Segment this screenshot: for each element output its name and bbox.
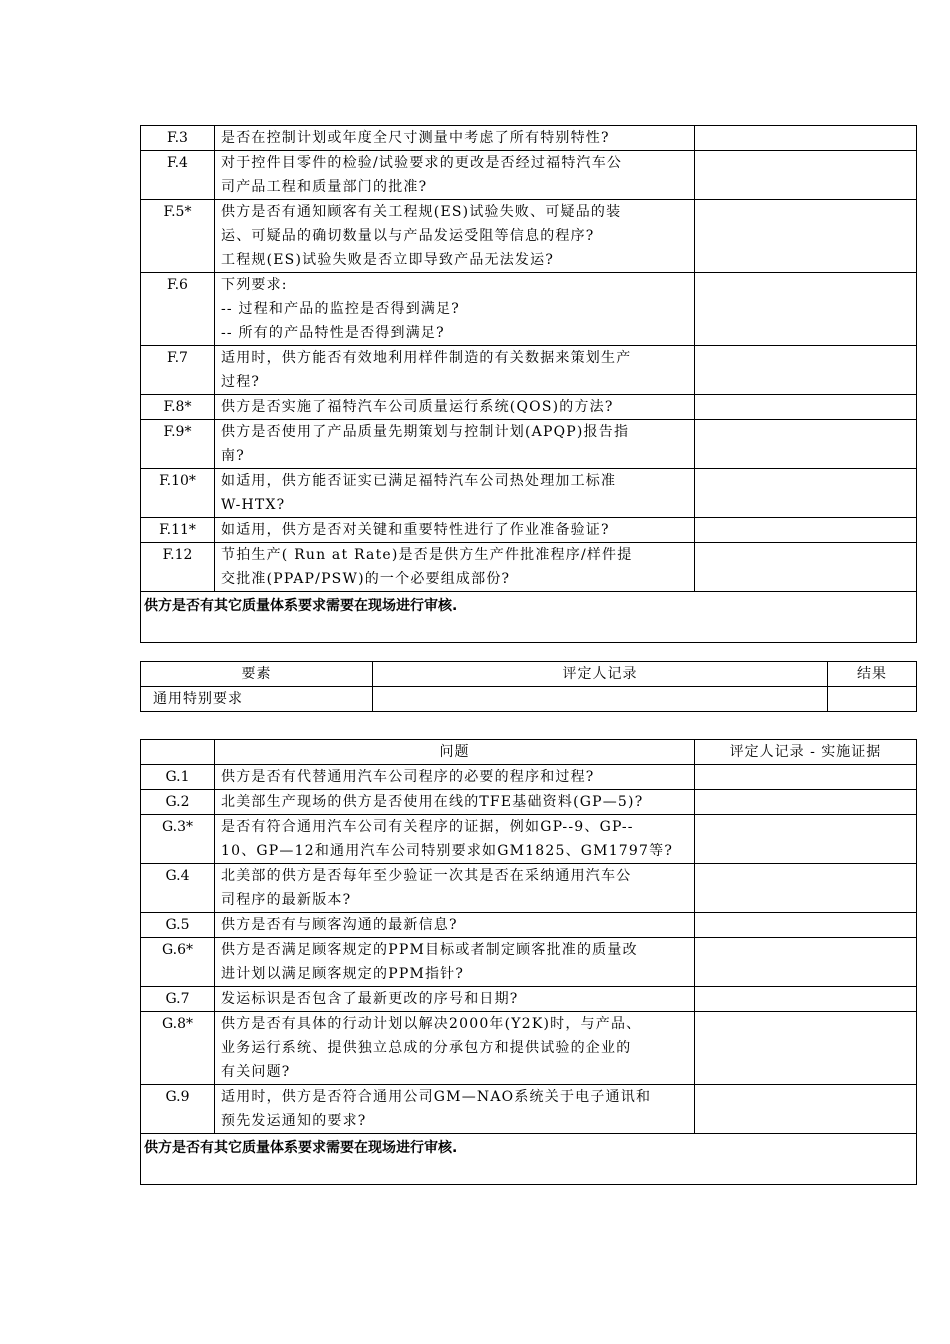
question-text [215, 200, 695, 273]
table-row [141, 790, 917, 815]
question-line: 适用时，供方能否有效地利用样件制造的有关数据来策划生产 [221, 350, 632, 366]
assessor-record-cell[interactable] [695, 469, 917, 518]
element-header-row [141, 662, 917, 687]
question-text [215, 469, 695, 518]
question-line: 运、可疑品的确切数量以与产品发运受阻等信息的程序? [221, 228, 595, 244]
assessor-record-cell[interactable] [695, 543, 917, 592]
question-line: 10、GP—12和通用汽车公司特别要求如GM1825、GM1797等? [221, 843, 674, 859]
assessor-record-cell[interactable] [695, 938, 917, 987]
question-line: 南? [221, 448, 245, 464]
assessor-record-cell[interactable] [695, 987, 917, 1012]
item-id: F.6 [141, 273, 215, 346]
element-result-cell[interactable] [828, 687, 917, 712]
question-text [215, 765, 695, 790]
item-id: F.7 [141, 346, 215, 395]
question-text [215, 913, 695, 938]
element-header: 要素 [141, 662, 373, 687]
section-f-table [140, 125, 917, 643]
table-row [141, 346, 917, 395]
question-text [215, 346, 695, 395]
item-id: G.5 [141, 913, 215, 938]
assessor-record-cell[interactable] [695, 765, 917, 790]
question-text [215, 1012, 695, 1085]
g-id-header [141, 740, 215, 765]
table-row [141, 420, 917, 469]
table-row [141, 395, 917, 420]
question-line: 预先发运通知的要求? [221, 1113, 367, 1129]
question-line: 对于控件目零件的检验/试验要求的更改是否经过福特汽车公 [221, 155, 623, 171]
item-id: G.1 [141, 765, 215, 790]
item-id: F.12 [141, 543, 215, 592]
question-text [215, 987, 695, 1012]
element-row [141, 687, 917, 712]
table-row [141, 864, 917, 913]
question-line: -- 过程和产品的监控是否得到满足? [221, 301, 461, 317]
item-id: F.4 [141, 151, 215, 200]
table-row [141, 938, 917, 987]
question-text [215, 815, 695, 864]
question-line: 是否有符合通用汽车公司有关程序的证据，例如GP--9、GP-- [221, 819, 634, 835]
question-line: 供方是否有代替通用汽车公司程序的必要的程序和过程? [221, 769, 595, 785]
item-id: F.10* [141, 469, 215, 518]
assessor-record-cell[interactable] [695, 273, 917, 346]
element-notes-cell[interactable] [373, 687, 828, 712]
question-text [215, 543, 695, 592]
note-row [141, 1134, 917, 1185]
question-line: 进计划以满足顾客规定的PPM指针? [221, 966, 465, 982]
assessor-notes-header: 评定人记录 [373, 662, 828, 687]
item-id: F.8* [141, 395, 215, 420]
item-id: F.11* [141, 518, 215, 543]
question-text [215, 790, 695, 815]
assessor-record-cell[interactable] [695, 864, 917, 913]
question-text [215, 395, 695, 420]
question-text [215, 420, 695, 469]
table-row [141, 815, 917, 864]
result-header: 结果 [828, 662, 917, 687]
table-row [141, 1085, 917, 1134]
item-id: F.3 [141, 126, 215, 151]
question-line: 供方是否满足顾客规定的PPM目标或者制定顾客批准的质量改 [221, 942, 638, 958]
table-row [141, 200, 917, 273]
item-id: G.9 [141, 1085, 215, 1134]
question-text [215, 273, 695, 346]
section-g-table [140, 739, 917, 1185]
audit-note: 供方是否有其它质量体系要求需要在现场进行审核. [141, 592, 917, 643]
assessor-record-cell[interactable] [695, 518, 917, 543]
item-id: G.2 [141, 790, 215, 815]
question-line: 过程? [221, 374, 261, 390]
item-id: F.9* [141, 420, 215, 469]
table-row [141, 765, 917, 790]
table-row [141, 469, 917, 518]
question-line: 北美部生产现场的供方是否使用在线的TFE基础资料(GP—5)? [221, 794, 644, 810]
assessor-record-cell[interactable] [695, 346, 917, 395]
table-row [141, 987, 917, 1012]
table-row [141, 913, 917, 938]
assessor-record-cell[interactable] [695, 200, 917, 273]
audit-note: 供方是否有其它质量体系要求需要在现场进行审核. [141, 1134, 917, 1185]
item-id: F.5* [141, 200, 215, 273]
question-line: 北美部的供方是否每年至少验证一次其是否在采纳通用汽车公 [221, 868, 632, 884]
assessor-record-cell[interactable] [695, 420, 917, 469]
question-line: 发运标识是否包含了最新更改的序号和日期? [221, 991, 519, 1007]
assessor-record-cell[interactable] [695, 1085, 917, 1134]
item-id: G.8* [141, 1012, 215, 1085]
question-line: 供方是否有通知顾客有关工程规(ES)试验失败、可疑品的装 [221, 204, 622, 220]
question-line: 是否在控制计划或年度全尺寸测量中考虑了所有特别特性? [221, 130, 610, 146]
question-text [215, 864, 695, 913]
question-line: 供方是否有具体的行动计划以解决2000年(Y2K)时，与产品、 [221, 1016, 642, 1032]
assessor-record-cell[interactable] [695, 1012, 917, 1085]
question-text [215, 126, 695, 151]
note-row [141, 592, 917, 643]
assessor-record-cell[interactable] [695, 151, 917, 200]
question-line: 交批准(PPAP/PSW)的一个必要组成部份? [221, 571, 511, 587]
element-name: 通用特别要求 [141, 687, 373, 712]
g-header-row [141, 740, 917, 765]
table-row [141, 273, 917, 346]
assessor-record-cell[interactable] [695, 815, 917, 864]
assessor-record-cell[interactable] [695, 126, 917, 151]
question-line: 适用时，供方是否符合通用公司GM—NAO系统关于电子通讯和 [221, 1089, 652, 1105]
question-line: 司产品工程和质量部门的批准? [221, 179, 428, 195]
table-row [141, 543, 917, 592]
question-text [215, 518, 695, 543]
question-text [215, 151, 695, 200]
question-line: 下列要求: [221, 277, 288, 293]
table-row [141, 518, 917, 543]
question-line: 供方是否使用了产品质量先期策划与控制计划(APQP)报告指 [221, 424, 630, 440]
question-line: 供方是否实施了福特汽车公司质量运行系统(QOS)的方法? [221, 399, 614, 415]
question-line: W-HTX? [221, 497, 286, 513]
evidence-header: 评定人记录 - 实施证据 [695, 740, 917, 765]
table-row [141, 126, 917, 151]
item-id: G.4 [141, 864, 215, 913]
question-line: 如适用，供方能否证实已满足福特汽车公司热处理加工标准 [221, 473, 617, 489]
assessor-record-cell[interactable] [695, 395, 917, 420]
question-header: 问题 [215, 740, 695, 765]
item-id: G.6* [141, 938, 215, 987]
question-line: 工程规(ES)试验失败是否立即导致产品无法发运? [221, 252, 555, 268]
element-table [140, 661, 917, 712]
table-row [141, 1012, 917, 1085]
item-id: G.3* [141, 815, 215, 864]
question-line: 供方是否有与顾客沟通的最新信息? [221, 917, 458, 933]
assessor-record-cell[interactable] [695, 913, 917, 938]
question-text [215, 938, 695, 987]
question-line: 司程序的最新版本? [221, 892, 352, 908]
question-text [215, 1085, 695, 1134]
question-line: 节拍生产( Run at Rate)是否是供方生产件批准程序/样件提 [221, 547, 633, 563]
question-line: 有关问题? [221, 1064, 291, 1080]
question-line: -- 所有的产品特性是否得到满足? [221, 325, 445, 341]
question-line: 业务运行系统、提供独立总成的分承包方和提供试验的企业的 [221, 1040, 632, 1056]
question-line: 如适用，供方是否对关键和重要特性进行了作业准备验证? [221, 522, 610, 538]
table-row [141, 151, 917, 200]
assessor-record-cell[interactable] [695, 790, 917, 815]
item-id: G.7 [141, 987, 215, 1012]
